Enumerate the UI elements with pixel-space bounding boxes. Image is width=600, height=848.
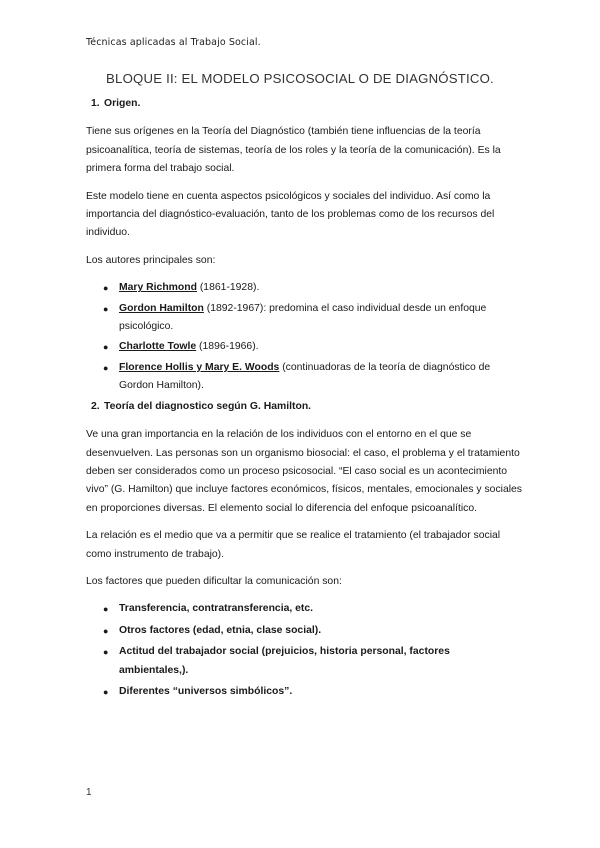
bullet-icon: ● — [103, 303, 109, 314]
list-item — [86, 600, 522, 618]
list-item — [86, 643, 522, 680]
bullet-icon: ● — [103, 686, 109, 697]
section-1-heading — [86, 95, 522, 113]
bullet-icon: ● — [103, 362, 109, 373]
section-1-paragraph-3: Los autores principales son: — [86, 254, 216, 266]
section-1-paragraph-1: Tiene sus orígenes en la Teoría del Diagnóstico (también tiene influencias de la teoría psicoanalítica, teoría de sistemas, teoría de los roles y la teoría de la comunicación). Es la primera forma del trabajo social. — [86, 126, 501, 175]
author-name: Charlotte Towle — [119, 341, 197, 353]
list-item — [86, 683, 522, 701]
section-2-paragraph-3: Los factores que pueden dificultar la comunicación son: — [86, 575, 342, 587]
bullet-icon: ● — [103, 342, 109, 353]
list-item — [86, 279, 522, 297]
section-1-paragraph-2: Este modelo tiene en cuenta aspectos psicológicos y sociales del individuo. Así como la importancia del diagnóstico-evaluación, tanto de los problemas como de los recursos del individuo. — [86, 190, 495, 239]
section-2-paragraph-2: La relación es el medio que va a permitir que se realice el tratamiento (el trabajador social como instrumento de trabajo). — [86, 530, 501, 560]
factor-text: Diferentes “universos simbólicos”. — [119, 685, 293, 697]
author-detail: (1892-1967): predomina el caso individual desde un enfoque psicológico. — [119, 302, 487, 333]
section-2-paragraph-1: Ve una gran importancia en la relación de los individuos con el entorno en el que se desenvuelven. Las personas son un organismo biosocial: el caso, el problema y el tratamiento deben ser considerados como un proceso psicosocial. “El caso social es un acontecimiento vivo” (G. Hamilton) que incluye factores económicos, físicos, mentales, emocionales y sociales en proporciones diversas. El elemento social lo diferencia del enfoque psicoanalítico. — [86, 429, 523, 514]
factor-text: Otros factores (edad, etnia, clase social). — [119, 624, 322, 636]
list-item — [86, 359, 522, 396]
author-name: Florence Hollis y Mary E. Woods — [119, 361, 280, 373]
section-2-number: 2. — [91, 400, 100, 412]
document-body — [86, 95, 522, 704]
bullet-icon: ● — [103, 647, 109, 658]
bullet-icon: ● — [103, 283, 109, 294]
author-detail: (1861-1928). — [196, 282, 260, 294]
list-item — [86, 300, 522, 337]
factors-list — [86, 600, 522, 701]
list-item — [86, 622, 522, 640]
page-number: 1 — [86, 787, 92, 798]
author-name: Mary Richmond — [119, 282, 197, 294]
section-2-title: Teoría del diagnostico según G. Hamilton. — [104, 400, 312, 412]
bullet-icon: ● — [103, 625, 109, 636]
author-name: Gordon Hamilton — [119, 302, 204, 314]
running-header: Técnicas aplicadas al Trabajo Social. — [86, 37, 261, 48]
factor-text: Actitud del trabajador social (prejuicios, historia personal, factores ambientales,). — [119, 646, 450, 676]
section-2-heading — [86, 398, 522, 416]
page-title: BLOQUE II: EL MODELO PSICOSOCIAL O DE DIAGNÓSTICO. — [106, 71, 494, 86]
author-detail: (continuadoras de la teoría de diagnóstico de Gordon Hamilton). — [119, 361, 491, 392]
section-1-title: Origen. — [104, 98, 141, 109]
bullet-icon: ● — [103, 604, 109, 615]
section-1-number: 1. — [91, 98, 100, 109]
authors-list — [86, 279, 522, 395]
factor-text: Transferencia, contratransferencia, etc. — [119, 603, 314, 615]
author-detail: (1896-1966). — [196, 341, 259, 353]
list-item — [86, 338, 522, 356]
